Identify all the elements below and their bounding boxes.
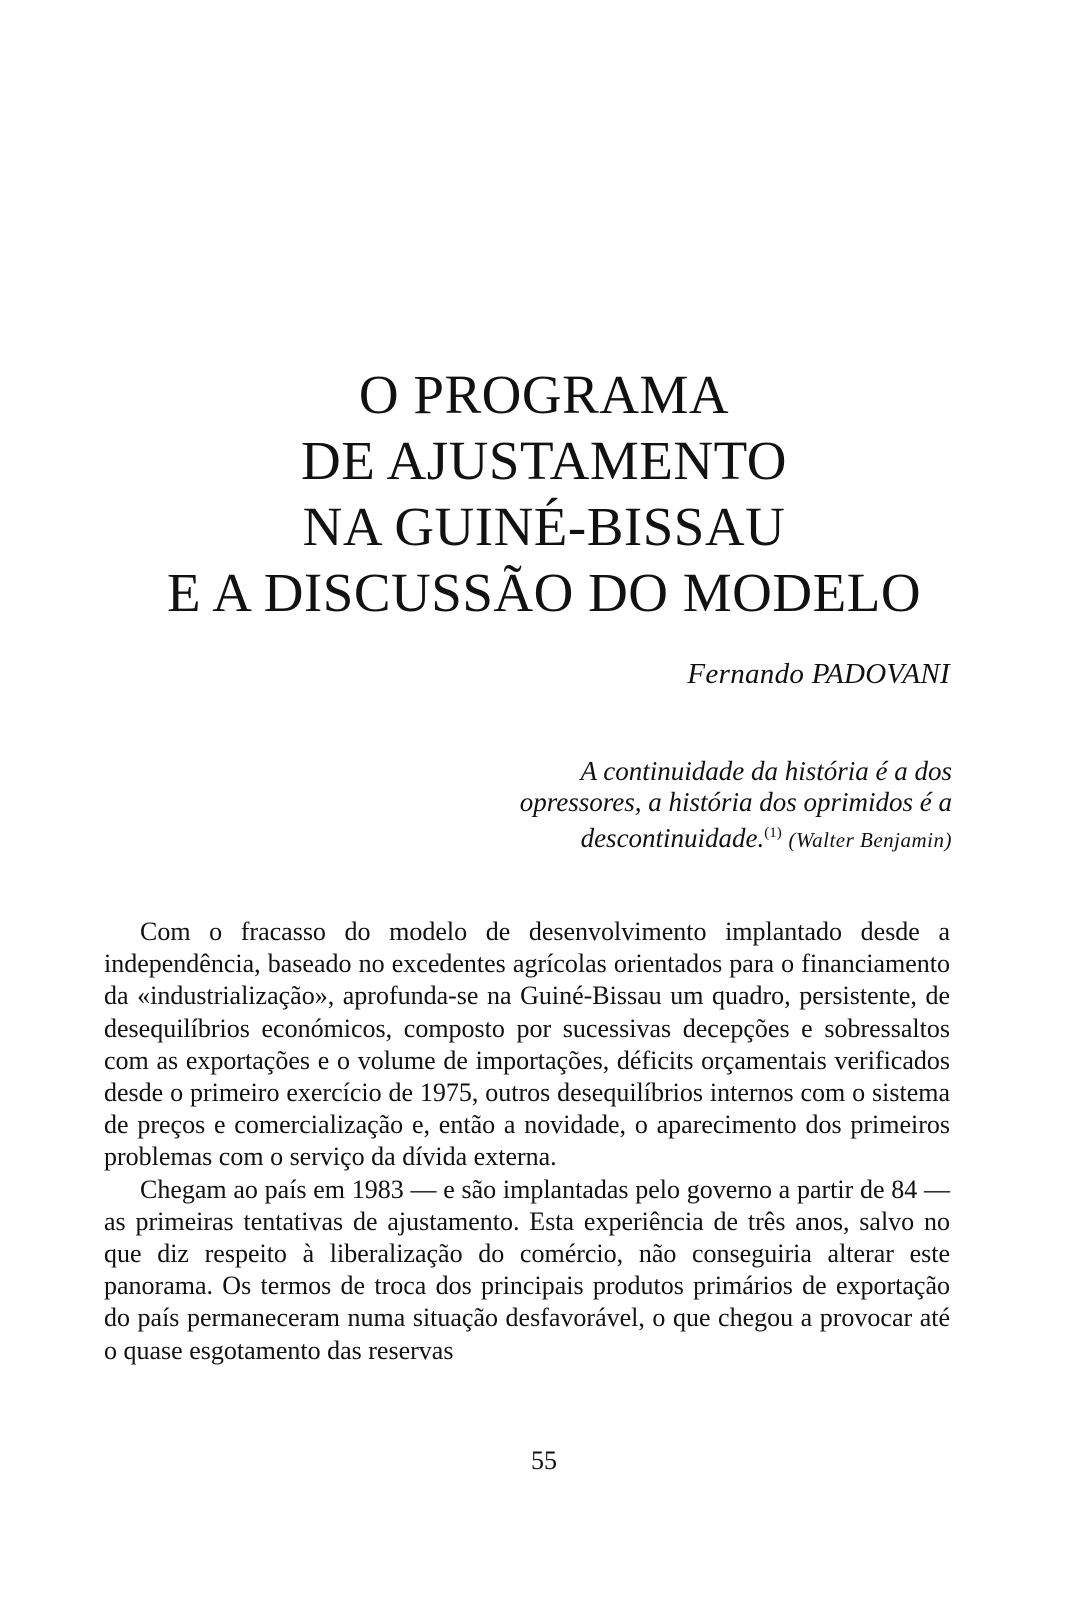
title-line-2: DE AJUSTAMENTO: [301, 430, 787, 491]
author-name: Fernando PADOVANI: [687, 658, 950, 690]
body-text: [104, 916, 950, 1367]
epigraph-line-3-text: descontinuidade.: [580, 823, 765, 853]
epigraph-line-3: [432, 818, 952, 856]
paragraph-2: Chegam ao país em 1983 — e são implantadas pelo governo a partir de 84 — as primeiras tentativas de ajustamento. Esta experiência de três anos, salvo no que diz respeito à liberalização do comércio, não conseguiria alterar este panorama. Os termos de troca dos principais produtos primários de exportação do país permaneceram numa situação desfavorável, o que chegou a provocar até o quase esgotamento das reservas: [104, 1174, 950, 1365]
article-title: [0, 362, 1088, 626]
footnote-marker: (1): [764, 825, 782, 841]
page-number: 55: [531, 1446, 557, 1475]
title-line-3: NA GUINÉ-BISSAU: [302, 496, 786, 557]
title-line-1: O PROGRAMA: [358, 364, 730, 425]
epigraph-attribution: (Walter Benjamin): [788, 828, 952, 852]
paragraph-1: Com o fracasso do modelo de desenvolvimento implantado desde a independência, baseado no excedentes agrícolas orientados para o financiamento da «industrialização», aprofunda-se na Guiné-Bissau um quadro, persistente, de desequilíbrios económicos, composto por sucessivas decepções e sobressaltos com as exportações e o volume de importações, déficits orçamentais verificados desde o primeiro exercício de 1975, outros desequilíbrios internos com o sistema de preços e comercialização e, então a novidade, o aparecimento dos primeiros problemas com o serviço da dívida externa.: [104, 917, 950, 1172]
title-line-4: E A DISCUSSÃO DO MODELO: [166, 562, 922, 623]
epigraph: [432, 756, 952, 856]
epigraph-line-1: A continuidade da história é a dos: [580, 756, 952, 786]
epigraph-line-2: opressores, a história dos oprimidos é a: [519, 787, 952, 817]
